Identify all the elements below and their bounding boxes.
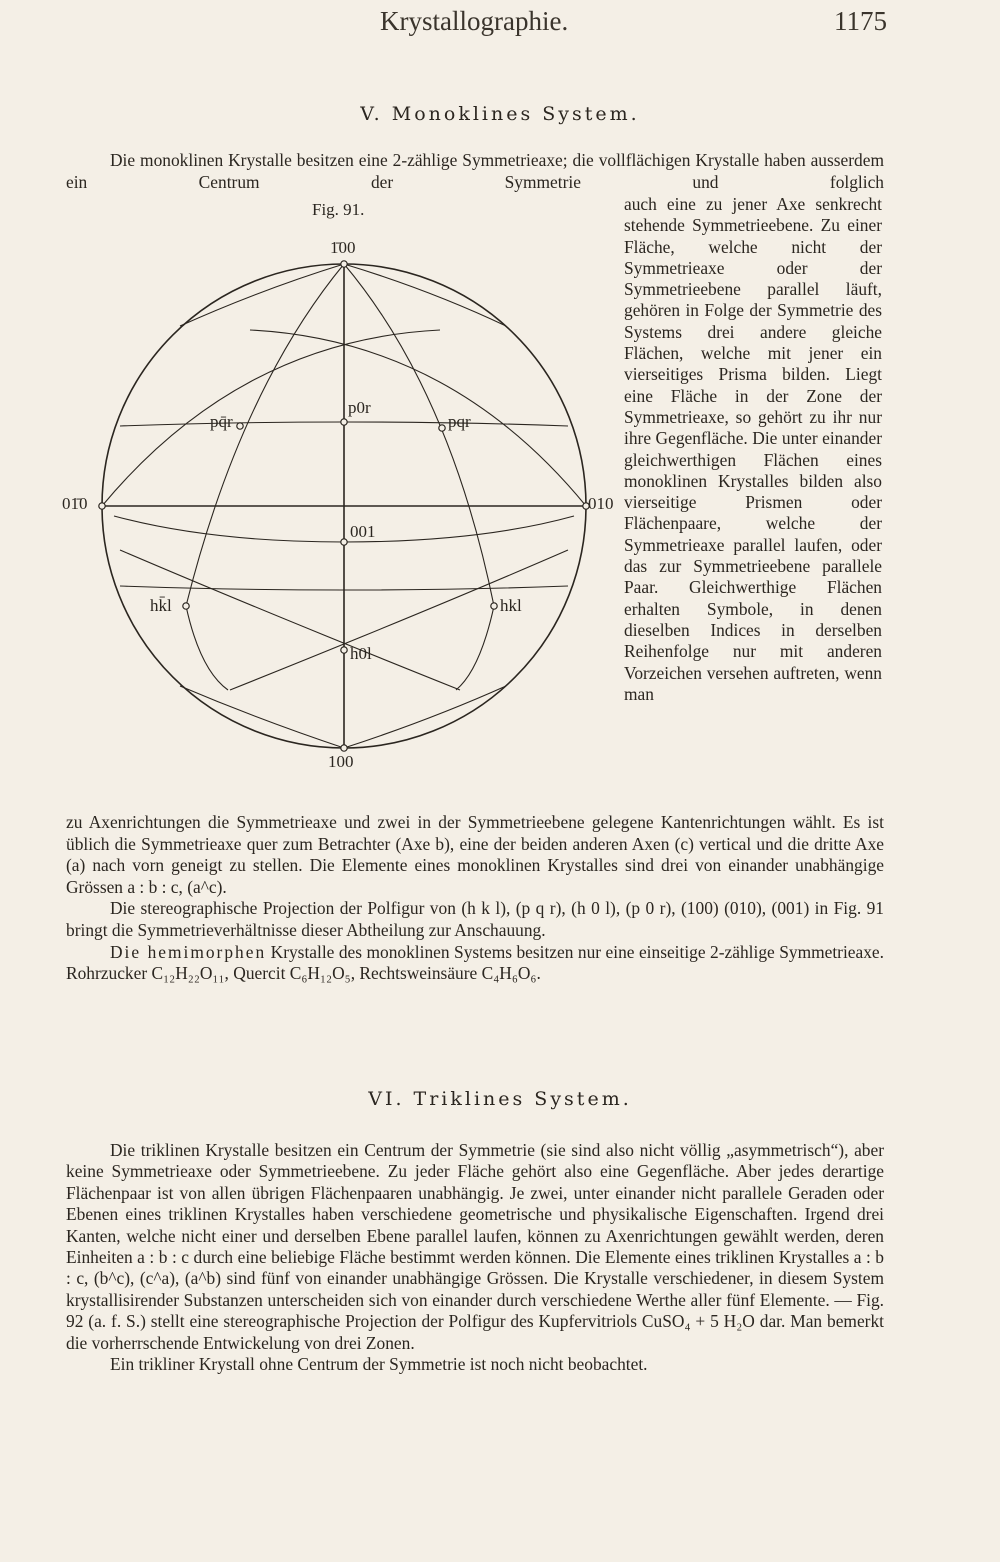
monoklin-para-projection: Die stereographische Projection der Polfigur von (h k l), (p q r), (h 0 l), (p 0 r), (100) (010), (001) in Fig. 91 bringt die Symmetrieverhältnisse dieser Abtheilung zur Anschauung. bbox=[66, 898, 884, 940]
label-pqr-right: pqr bbox=[448, 412, 471, 431]
pole-h0l bbox=[341, 647, 347, 653]
monoklin-continuation-text: zu Axenrichtungen die Symmetrieaxe und zwei in der Symmetrieebene gelegene Kantenrichtungen wählt. Es ist üblich die Symmetrieaxe quer zum Betrachter (Axe b), eine der beiden anderen Axen (c) vertical und die dritte Axe (a) nach vorn geneigt zu stellen. Die Elemente eines monoklinen Krystalles sind drei von einander unabhängige Grössen a : b : c, (a^c). bbox=[66, 812, 884, 897]
pole-hkl-right bbox=[491, 603, 497, 609]
pole-center bbox=[341, 539, 347, 545]
section-heading-triklines: VI. Triklines System. bbox=[368, 1088, 632, 1110]
triklin-para-1: Die triklinen Krystalle besitzen ein Centrum der Symmetrie (sie sind also nicht völlig „asymmetrisch“), aber keine Symmetrieaxe oder Symmetrieebene. Zu jeder Fläche gehört also eine Gegenfläche. Aber jedes derartige Flächenpaar ist von allen übrigen Flächenpaaren unabhängig. Je zwei, unter einander nicht parallele Geraden oder Ebenen eines triklinen Krystalles haben verschiedene geometrische und physikalische Eigenschaften. Irgend drei Kanten, welche nicht einer und derselben Ebene parallel laufen, können zu Axenrichtungen gewählt werden, deren Einheiten a : b : c durch eine beliebige Fläche bestimmt werden können. Die Elemente eines triklinen Krystalles a : b : c, (b^c), (c^a), (a^b) sind fünf von einander unabhängige Grössen. Die Krystalle verschiedener, in diesem System krystallisirender Substanzen unterscheiden sich von einander durch verschiedene Werthe aller fünf Elemente. — Fig. 92 (a. f. S.) stellt eine stereographische Projection der Polfigur des Kupfervitriols CuSO₄ + 5 H₂O dar. Man bemerkt die vorherrschende Entwickelung von drei Zonen. bbox=[66, 1140, 884, 1353]
label-left-pole: 01̄0 bbox=[62, 494, 88, 513]
label-h0l: h0l bbox=[350, 644, 372, 663]
pole-pqr-left bbox=[237, 423, 243, 429]
page-number: 1175 bbox=[834, 6, 887, 36]
monoklin-continuation bbox=[66, 812, 884, 985]
monoklin-para-hemimorph bbox=[66, 942, 884, 985]
label-center-pole: 001 bbox=[350, 522, 376, 541]
label-hkl-left: hk̄l bbox=[150, 596, 172, 615]
label-hkl-right: hkl bbox=[500, 596, 522, 615]
label-top-pole: 1̄00 bbox=[330, 238, 356, 257]
left-zone-arc bbox=[186, 264, 344, 690]
figure-caption: Fig. 91. bbox=[312, 200, 365, 219]
hemimorph-spaced: Die hemimorphen bbox=[110, 941, 267, 962]
pole-bottom bbox=[341, 745, 347, 751]
running-title: Krystallographie. bbox=[380, 6, 569, 36]
right-zone-arc bbox=[344, 264, 494, 690]
running-head bbox=[0, 6, 1000, 46]
stereographic-projection bbox=[60, 190, 620, 790]
monoklin-lead-line bbox=[66, 150, 884, 193]
diag-arc-right bbox=[250, 330, 586, 506]
diag-arc-left bbox=[102, 330, 440, 506]
label-p0r: p0r bbox=[348, 398, 371, 417]
monoklin-lead-text: Die monoklinen Krystalle besitzen eine 2-zählige Symmetrieaxe; die vollflächigen Krystalle haben ausserdem ein Centrum der Symmetrie und folglich bbox=[66, 150, 884, 192]
label-pqr-left: pq̄r bbox=[210, 412, 233, 431]
pole-p0r bbox=[341, 419, 347, 425]
label-bottom-pole: 100 bbox=[328, 752, 354, 771]
pole-top bbox=[341, 261, 347, 267]
pole-hkl-left bbox=[183, 603, 189, 609]
figure-91 bbox=[60, 190, 620, 790]
monoklin-side-text: auch eine zu jener Axe senkrecht stehende Symmetrieebene. Zu einer Fläche, welche nicht der Symmetrieaxe oder der Symmetrieebene parallel läuft, gehören in Folge der Symmetrie des Systems drei andere gleiche Flächen, welche mit jener ein vierseitiges Prisma bilden. Liegt eine Fläche in der Zone der Symmetrieaxe, so gehört zu ihr nur ihre Gegenfläche. Die unter einander gleichwerthigen Flächen eines monoklinen Krystalles bilden also vierseitige Prismen oder Flächenpaare, welche der Symmetrieaxe parallel laufen, oder das zur Symmetrieebene parallele Paar. Gleichwerthige Flächen erhalten Symbole, in denen dieselben Indices in derselben Reihenfolge nur mit anderen Vorzeichen versehen auftreten, wenn man bbox=[624, 194, 882, 704]
diag-arc-lower-left bbox=[120, 550, 460, 690]
hemimorph-rest: Krystalle des monoklinen Systems besitzen nur eine einseitige 2-zählige Symmetrieaxe. Rohrzucker C₁₂H₂₂O₁₁, Quercit C₆H₁₂O₅, Rechtsweinsäure C₄H₆O₆. bbox=[66, 941, 884, 984]
diag-arc-lower-right bbox=[230, 550, 568, 690]
monoklin-side-column bbox=[624, 194, 882, 705]
pole-left bbox=[99, 503, 105, 509]
pole-pqr-right bbox=[439, 425, 445, 431]
label-right-pole: 010 bbox=[588, 494, 614, 513]
triklin-body bbox=[66, 1140, 884, 1375]
upper-arc-1 bbox=[180, 264, 506, 326]
section-heading-monoklines: V. Monoklines System. bbox=[360, 103, 640, 125]
triklin-para-2: Ein trikliner Krystall ohne Centrum der Symmetrie ist noch nicht beobachtet. bbox=[110, 1354, 648, 1375]
lower-arc-2 bbox=[180, 686, 506, 748]
